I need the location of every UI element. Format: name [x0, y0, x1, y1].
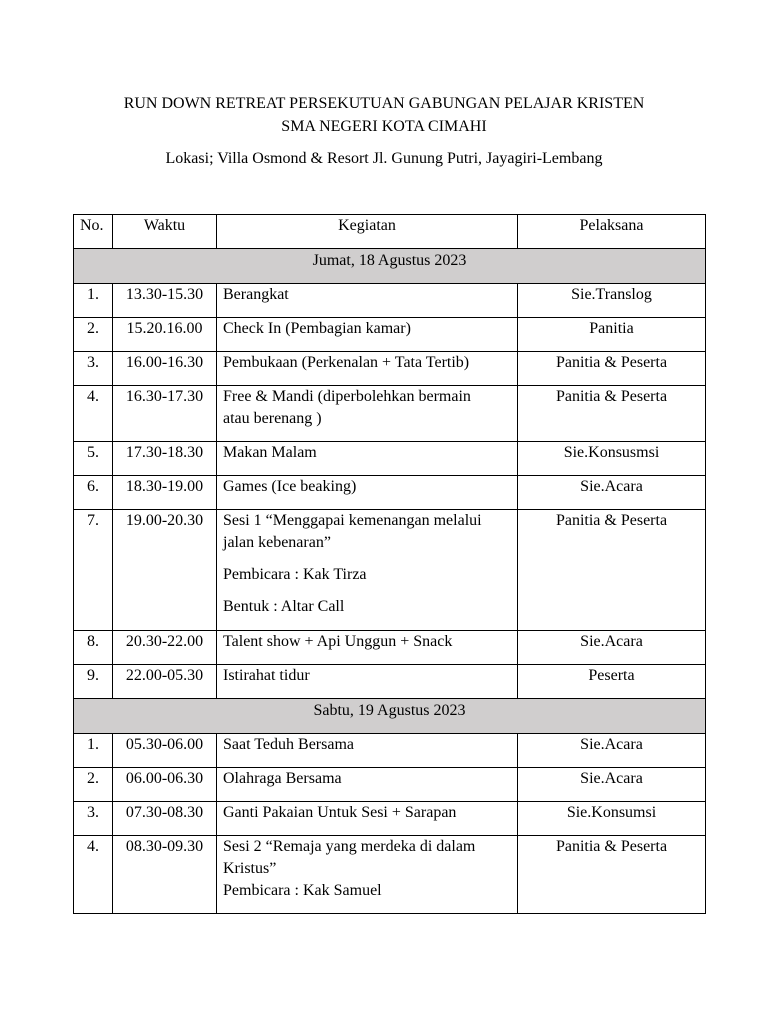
row-no: 3. [74, 352, 113, 386]
row-executor: Sie.Acara [518, 476, 706, 510]
activity-line: jalan kebenaran” [223, 534, 331, 551]
row-activity: Saat Teduh Bersama [217, 734, 518, 768]
row-executor: Panitia & Peserta [518, 836, 706, 914]
row-time: 19.00-20.30 [113, 510, 217, 631]
table-row [74, 476, 706, 510]
activity-line: Sesi 1 “Menggapai kemenangan melalui [223, 512, 482, 529]
row-no: 2. [74, 318, 113, 352]
row-time: 16.00-16.30 [113, 352, 217, 386]
row-executor: Panitia [518, 318, 706, 352]
row-no: 1. [74, 734, 113, 768]
activity-line: Free & Mandi (diperbolehkan bermain [223, 388, 471, 405]
row-no: 7. [74, 510, 113, 631]
row-activity [217, 510, 518, 631]
table-row [74, 836, 706, 914]
row-no: 4. [74, 836, 113, 914]
row-no: 1. [74, 284, 113, 318]
row-executor: Sie.Translog [518, 284, 706, 318]
row-time: 16.30-17.30 [113, 386, 217, 442]
column-header-no: No. [74, 215, 113, 249]
row-executor: Sie.Konsusmsi [518, 442, 706, 476]
document-title-line-1: RUN DOWN RETREAT PERSEKUTUAN GABUNGAN PELAJAR KRISTEN [123, 95, 645, 112]
table-row [74, 442, 706, 476]
row-time: 08.30-09.30 [113, 836, 217, 914]
row-executor: Panitia & Peserta [518, 386, 706, 442]
activity-line: Kristus” [223, 860, 277, 877]
location-line: Lokasi; Villa Osmond & Resort Jl. Gunung Putri, Jayagiri-Lembang [165, 150, 603, 167]
activity-format: Bentuk : Altar Call [223, 598, 345, 615]
row-time: 22.00-05.30 [113, 665, 217, 699]
document-title-line-2: SMA NEGERI KOTA CIMAHI [281, 118, 487, 135]
row-activity: Makan Malam [217, 442, 518, 476]
row-time: 13.30-15.30 [113, 284, 217, 318]
row-time: 15.20.16.00 [113, 318, 217, 352]
row-executor: Sie.Acara [518, 768, 706, 802]
row-activity: Istirahat tidur [217, 665, 518, 699]
table-row [74, 631, 706, 665]
row-activity: Ganti Pakaian Untuk Sesi + Sarapan [217, 802, 518, 836]
row-no: 2. [74, 768, 113, 802]
table-header-row [74, 215, 706, 249]
row-activity: Talent show + Api Unggun + Snack [217, 631, 518, 665]
row-activity: Berangkat [217, 284, 518, 318]
row-time: 06.00-06.30 [113, 768, 217, 802]
row-activity: Games (Ice beaking) [217, 476, 518, 510]
row-time: 05.30-06.00 [113, 734, 217, 768]
table-row [74, 352, 706, 386]
row-activity [217, 386, 518, 442]
row-executor: Peserta [518, 665, 706, 699]
column-header-activity: Kegiatan [217, 215, 518, 249]
row-no: 9. [74, 665, 113, 699]
table-row [74, 665, 706, 699]
row-no: 6. [74, 476, 113, 510]
column-header-time: Waktu [113, 215, 217, 249]
rundown-table [73, 214, 706, 914]
table-row [74, 318, 706, 352]
table-row [74, 734, 706, 768]
row-executor: Panitia & Peserta [518, 352, 706, 386]
row-no: 8. [74, 631, 113, 665]
row-executor: Sie.Konsumsi [518, 802, 706, 836]
row-time: 20.30-22.00 [113, 631, 217, 665]
activity-line: atau berenang ) [223, 410, 322, 427]
row-activity: Olahraga Bersama [217, 768, 518, 802]
day-header-row [74, 249, 706, 284]
table-row [74, 802, 706, 836]
row-executor: Sie.Acara [518, 734, 706, 768]
row-executor: Panitia & Peserta [518, 510, 706, 631]
column-header-executor: Pelaksana [518, 215, 706, 249]
table-row [74, 510, 706, 631]
row-no: 5. [74, 442, 113, 476]
activity-speaker: Pembicara : Kak Tirza [223, 566, 367, 583]
row-no: 4. [74, 386, 113, 442]
table-row [74, 386, 706, 442]
day-label: Jumat, 18 Agustus 2023 [74, 249, 706, 284]
row-time: 18.30-19.00 [113, 476, 217, 510]
day-label: Sabtu, 19 Agustus 2023 [74, 699, 706, 734]
row-time: 07.30-08.30 [113, 802, 217, 836]
table-row [74, 768, 706, 802]
activity-speaker: Pembicara : Kak Samuel [223, 882, 382, 899]
row-activity: Pembukaan (Perkenalan + Tata Tertib) [217, 352, 518, 386]
row-activity [217, 836, 518, 914]
row-executor: Sie.Acara [518, 631, 706, 665]
activity-line: Sesi 2 “Remaja yang merdeka di dalam [223, 838, 476, 855]
row-no: 3. [74, 802, 113, 836]
day-header-row [74, 699, 706, 734]
table-row [74, 284, 706, 318]
row-time: 17.30-18.30 [113, 442, 217, 476]
row-activity: Check In (Pembagian kamar) [217, 318, 518, 352]
